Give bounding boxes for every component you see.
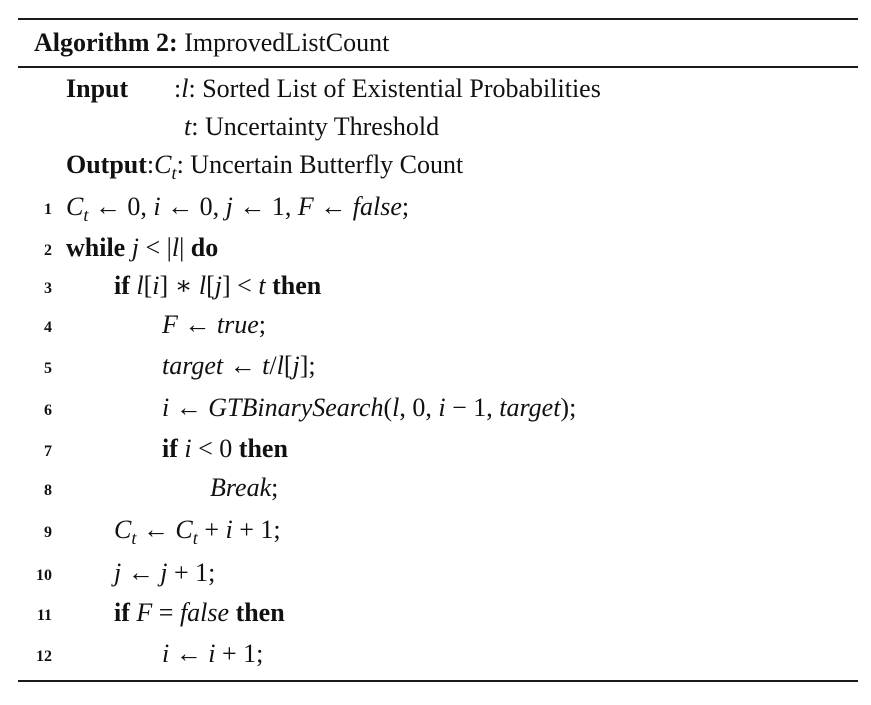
bottom-rule xyxy=(18,680,858,682)
output-text: Uncertain Butterfly Count xyxy=(190,150,464,179)
line-content: i ← i + 1; xyxy=(162,639,264,668)
code-line-7 xyxy=(0,429,871,469)
input-t-line: t: Uncertainty Threshold xyxy=(184,112,440,141)
code-line-2 xyxy=(0,228,871,268)
code-line-8 xyxy=(0,468,871,508)
line-content: if i < 0 then xyxy=(162,434,288,463)
line-content: F ← true; xyxy=(162,310,267,339)
code-line-12 xyxy=(0,634,871,674)
line-content: $C_t$ ← $C_t + i + 1$; xyxy=(114,515,281,548)
code-line-6 xyxy=(0,388,871,428)
output-keyword: Output xyxy=(66,150,147,179)
input-keyword: Input xyxy=(66,74,129,103)
code-line-5 xyxy=(0,346,871,386)
line-number: 5 xyxy=(44,360,52,377)
algorithm-name: ImprovedListCount xyxy=(184,28,390,57)
line-number: 7 xyxy=(44,443,52,460)
title-rule xyxy=(18,66,858,68)
code-line-10 xyxy=(0,553,871,593)
line-number: 4 xyxy=(44,319,52,336)
input-l-line: :l: Sorted List of Existential Probabilities xyxy=(174,74,601,103)
code-line-1 xyxy=(0,187,871,227)
line-content: i ← GTBinarySearch(l, 0, i − 1, target); xyxy=(162,393,577,422)
line-content: if l[i] ∗ l[j] < t then xyxy=(114,271,322,300)
code-line-3 xyxy=(0,266,871,306)
algorithm-label: Algorithm 2: xyxy=(34,28,178,57)
line-number: 2 xyxy=(44,242,52,259)
line-content: if F = false then xyxy=(114,598,285,627)
code-line-4 xyxy=(0,305,871,345)
line-number: 9 xyxy=(44,524,52,541)
line-number: 3 xyxy=(44,280,52,297)
line-content: j ← j + 1; xyxy=(114,558,216,587)
algorithm-title xyxy=(34,26,389,60)
line-number: 6 xyxy=(44,402,52,419)
line-number: 1 xyxy=(44,201,52,218)
code-line-11 xyxy=(0,593,871,633)
line-content: target ← t/l[j]; xyxy=(162,351,316,380)
line-number: 8 xyxy=(44,482,52,499)
input-l-text: Sorted List of Existential Probabilities xyxy=(202,74,601,103)
line-content: $C_t$ ← 0, i ← 0, j ← 1, F ← false; xyxy=(66,192,410,225)
line-content: while j < |l| do xyxy=(66,233,219,262)
line-number: 12 xyxy=(36,648,52,665)
line-number: 11 xyxy=(36,607,52,624)
top-rule xyxy=(18,18,858,20)
line-content: Break; xyxy=(210,473,279,502)
code-line-9 xyxy=(0,510,871,550)
line-number: 10 xyxy=(36,567,52,584)
input-t-text: Uncertainty Threshold xyxy=(204,112,440,141)
output-line: $Output:C_t$: Uncertain Butterfly Count xyxy=(66,150,464,183)
